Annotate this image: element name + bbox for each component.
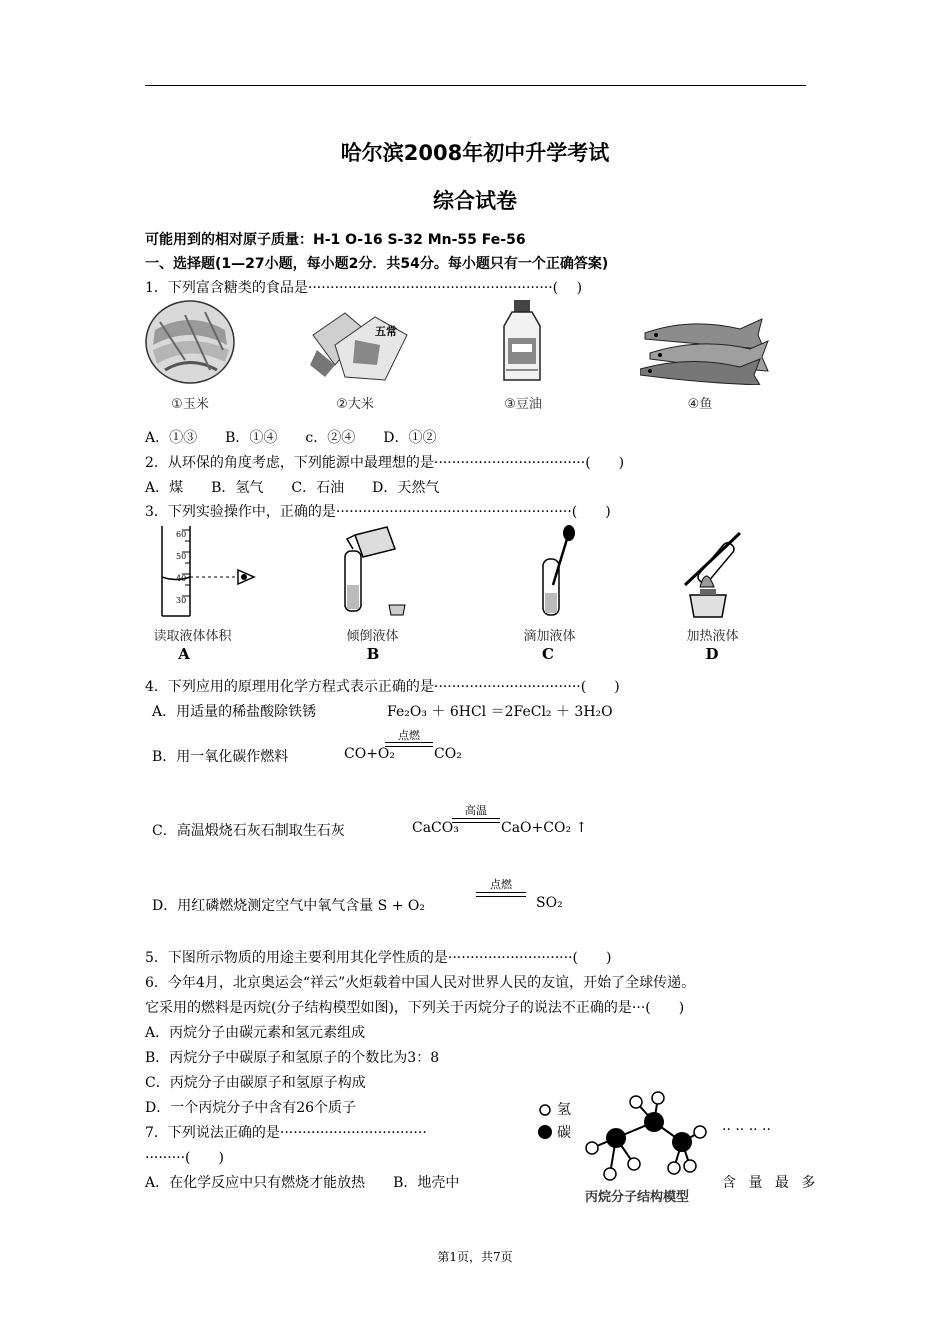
page-subtitle: 综合试卷 <box>433 189 517 213</box>
graduated-cylinder-image <box>150 522 265 624</box>
q5-stem: 5．下图所示物质的用途主要利用其化学性质的是····························( ) <box>145 950 612 966</box>
header-rule <box>145 85 806 86</box>
q4-b-condition: 点燃 <box>398 729 420 742</box>
fish-image <box>640 315 770 389</box>
legend-carbon-label: 碳 <box>557 1125 571 1141</box>
q3-caption-d: 加热液体 <box>686 629 739 644</box>
q4-c-equals <box>452 818 500 823</box>
q4-d-equals <box>476 892 526 897</box>
corn-image <box>145 300 235 389</box>
soy-oil-bottle-image <box>500 298 545 388</box>
q6-line2: 它采用的燃料是丙烷(分子结构模型如图)，下列关于丙烷分子的说法不正确的是···( ) <box>145 1000 685 1016</box>
q3-letter-c: C <box>542 645 554 663</box>
q4-b-left: CO+O₂ <box>344 746 396 762</box>
q1-stem: 1．下列富含糖类的食品是·······················································( ) <box>145 280 583 296</box>
q2-options: A．煤 B．氢气 C．石油 D．天然气 <box>145 480 440 496</box>
q4-d-right: SO₂ <box>536 895 563 911</box>
q2-stem: 2．从环保的角度考虑，下列能源中最理想的是··································( ) <box>145 455 625 471</box>
page-title: 哈尔滨2008年初中升学考试 <box>340 141 610 165</box>
pouring-liquid-image <box>325 525 415 621</box>
legend-hydrogen-label: 氢 <box>557 1102 571 1118</box>
q4-b-equals <box>385 742 433 747</box>
q4-a-text: A．用适量的稀盐酸除铁锈 <box>152 704 317 720</box>
q3-letter-a: A <box>178 645 190 663</box>
q4-b-text: B．用一氧化碳作燃料 <box>152 749 289 765</box>
q3-letter-b: B <box>366 645 380 663</box>
q1-caption-fish: ④鱼 <box>687 397 713 412</box>
q4-c-condition: 高温 <box>465 804 487 817</box>
q3-caption-b: 倾倒液体 <box>346 629 399 644</box>
q4-b-right: CO₂ <box>434 746 462 762</box>
q7-stem-left: 7．下列说法正确的是································· <box>145 1125 427 1141</box>
rice-bag-label: 五常 <box>375 325 397 338</box>
heating-liquid-image <box>670 525 760 624</box>
q1-caption-rice: ②大米 <box>336 397 374 412</box>
q6-option-b: B．丙烷分子中碳原子和氢原子的个数比为3：8 <box>145 1050 440 1066</box>
rice-bag-image <box>305 305 415 389</box>
q3-stem: 3．下列实验操作中，正确的是·····················································( ) <box>145 504 611 520</box>
q6-line1: 6．今年4月，北京奥运会“祥云”火炬载着中国人民对世界人民的友谊，开始了全球传递。 <box>145 975 696 991</box>
q7-stem-right: ·· ·· ·· ·· <box>722 1122 771 1138</box>
cylinder-scale: 60 50 40 30 <box>176 530 187 605</box>
q4-c-left: CaCO₃ <box>412 820 459 836</box>
q6-option-c: C．丙烷分子由碳原子和氢原子构成 <box>145 1075 366 1091</box>
q4-d-condition: 点燃 <box>490 878 512 891</box>
q7-option-right: 含 量 最 多 <box>722 1175 820 1191</box>
section-heading: 一、选择题(1—27小题，每小题2分．共54分。每小题只有一个正确答案) <box>145 256 609 272</box>
q3-caption-c: 滴加液体 <box>523 629 576 644</box>
molecule-caption: 丙烷分子结构模型 <box>585 1190 690 1205</box>
q4-a-equation: Fe₂O₃ ＋ 6HCl ＝2FeCl₂ ＋ 3H₂O <box>387 704 613 720</box>
q6-option-d: D．一个丙烷分子中含有26个质子 <box>145 1100 357 1116</box>
q4-d-text: D．用红磷燃烧测定空气中氧气含量 S + O₂ <box>152 898 425 914</box>
dropping-liquid-image <box>535 525 585 621</box>
q7-stem-continued: ·········( ) <box>145 1150 224 1166</box>
q4-c-text: C．高温煅烧石灰石制取生石灰 <box>152 823 345 839</box>
atomic-mass-line: 可能用到的相对原子质量：H-1 O-16 S-32 Mn-55 Fe-56 <box>145 232 526 248</box>
q1-caption-corn: ①玉米 <box>171 397 209 412</box>
q1-options: A．①③ B．①④ c．②④ D．①② <box>145 430 437 446</box>
q3-caption-a: 读取液体体积 <box>153 629 232 644</box>
page-footer: 第1页，共7页 <box>437 1250 513 1264</box>
q6-option-a: A．丙烷分子由碳元素和氢元素组成 <box>145 1025 366 1041</box>
q7-option-left: A．在化学反应中只有燃烧才能放热 B．地壳中 <box>145 1175 460 1191</box>
q4-c-right: CaO+CO₂ ↑ <box>501 820 588 836</box>
q1-caption-oil: ③豆油 <box>504 397 542 412</box>
q4-stem: 4．下列应用的原理用化学方程式表示正确的是·································( ) <box>145 679 620 695</box>
q3-letter-d: D <box>705 645 719 663</box>
